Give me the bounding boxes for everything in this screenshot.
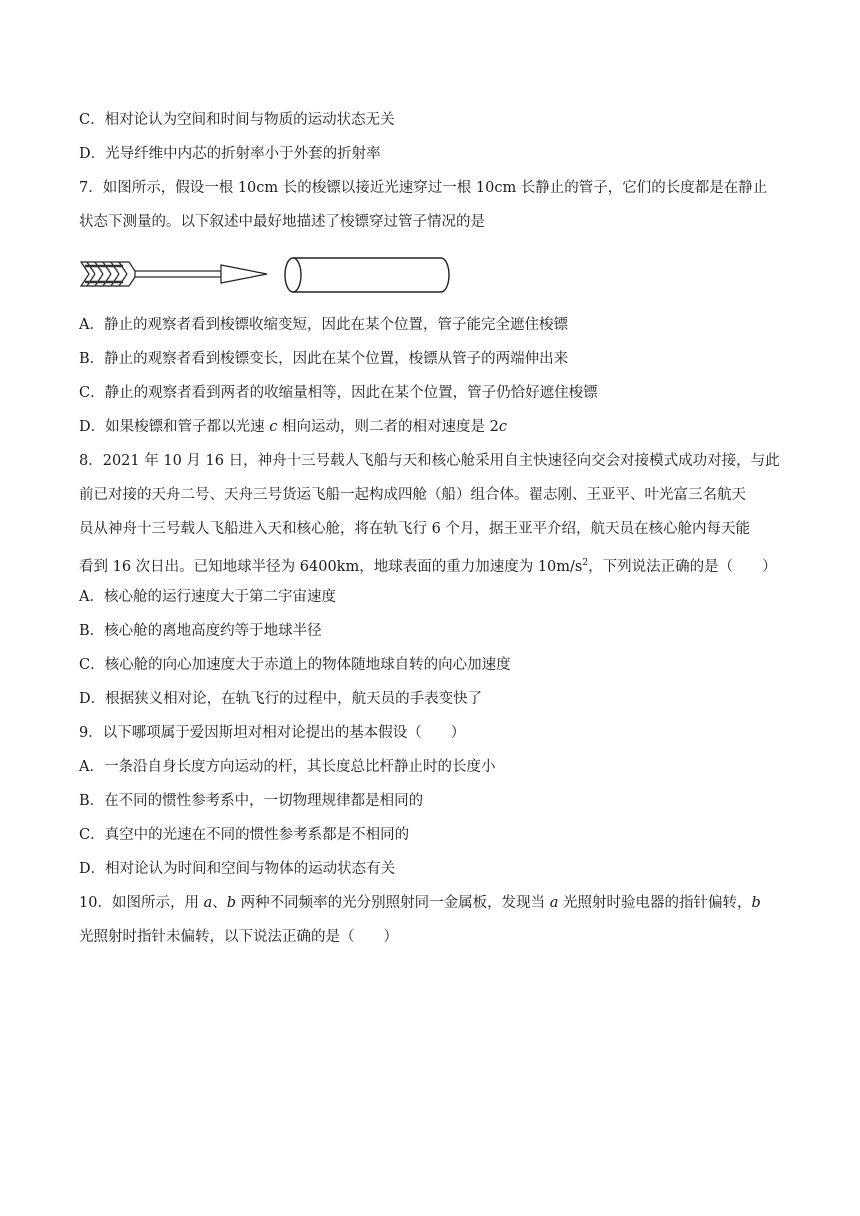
question-8-line-3: 员从神舟十三号载人飞船进入天和核心舱，将在轨飞行 6 个月，据王亚平介绍，航天员在核心舱内每天能 <box>79 521 750 537</box>
option-b-q9: B．在不同的惯性参考系中，一切物理规律都是相同的 <box>79 793 424 809</box>
tube <box>285 258 449 292</box>
question-10-line-2: 光照射时指针未偏转，以下说法正确的是（ ） <box>79 929 398 945</box>
q10-text-2: 两种不同频率的光分别照射同一金属板，发现当 <box>236 895 550 911</box>
option-c-q7: C．静止的观察者看到两者的收缩量相等，因此在某个位置，管子仍恰好遮住梭镖 <box>79 385 598 401</box>
option-d-q6: D．光导纤维中内芯的折射率小于外套的折射率 <box>79 146 381 162</box>
superscript-2: 2 <box>582 558 589 568</box>
option-a-q7: A．静止的观察者看到梭镖收缩变短，因此在某个位置，管子能完全遮住梭镖 <box>79 317 568 333</box>
q10-sep: 、 <box>212 895 227 911</box>
symbol-b-2: b <box>751 895 761 911</box>
question-7-line-1: 7．如图所示，假设一根 10cm 长的梭镖以接近光速穿过一根 10cm 长静止的管子，它们的长度都是在静止 <box>79 180 768 196</box>
symbol-b: b <box>226 895 237 911</box>
option-c-q8: C．核心舱的向心加速度大于赤道上的物体随地球自转的向心加速度 <box>79 657 511 673</box>
question-10-line-1 <box>79 893 761 913</box>
symbol-c: c <box>269 419 278 435</box>
option-c-q9: C．真空中的光速在不同的惯性参考系都是不相同的 <box>79 827 410 843</box>
question-8-line-4 <box>79 553 777 577</box>
dart-fletching <box>81 262 137 286</box>
option-d-q7 <box>79 417 507 437</box>
option-b-q7: B．静止的观察者看到梭镖变长，因此在某个位置，梭镖从管子的两端伸出来 <box>79 351 569 367</box>
dart-and-tube-figure <box>79 256 459 296</box>
option-b-q8: B．核心舱的离地高度约等于地球半径 <box>79 623 322 639</box>
question-8-line-1: 8．2021 年 10 月 16 日，神舟十三号载人飞船与天和核心舱采用自主快速径向交会对接模式成功对接，与此 <box>79 453 780 469</box>
question-9: 9．以下哪项属于爱因斯坦对相对论提出的基本假设（ ） <box>79 725 466 741</box>
question-8-line-2: 前已对接的天舟二号、天舟三号货运飞船一起构成四舱（船）组合体。翟志刚、王亚平、叶光富三名航天 <box>79 487 746 503</box>
option-d-q7-text-2: 相向运动，则二者的相对速度是 2 <box>277 419 499 435</box>
dart-shaft <box>135 265 267 283</box>
question-8-line-4-text: 看到 16 次日出。已知地球半径为 6400km，地球表面的重力加速度为 10m/s <box>79 558 583 575</box>
option-a-q8: A．核心舱的运行速度大于第二宇宙速度 <box>79 589 336 605</box>
question-8-line-4-end: ，下列说法正确的是（ ） <box>588 558 777 575</box>
q10-text-3: 光照射时验电器的指针偏转， <box>558 895 752 911</box>
question-7-line-2: 状态下测量的。以下叙述中最好地描述了梭镖穿过管子情况的是 <box>79 214 485 230</box>
option-d-q9: D．相对论认为时间和空间与物体的运动状态有关 <box>79 861 396 877</box>
option-d-q8: D．根据狭义相对论，在轨飞行的过程中，航天员的手表变快了 <box>79 691 483 707</box>
symbol-a: a <box>203 895 213 911</box>
option-c-q6: C．相对论认为空间和时间与物质的运动状态无关 <box>79 112 395 128</box>
option-d-q7-text: D．如果梭镖和管子都以光速 <box>79 419 270 435</box>
symbol-c-2: c <box>498 419 507 435</box>
symbol-a-2: a <box>549 895 559 911</box>
q10-text-1: 10．如图所示，用 <box>79 895 204 911</box>
option-a-q9: A．一条沿自身长度方向运动的杆，其长度总比杆静止时的长度小 <box>79 759 496 775</box>
